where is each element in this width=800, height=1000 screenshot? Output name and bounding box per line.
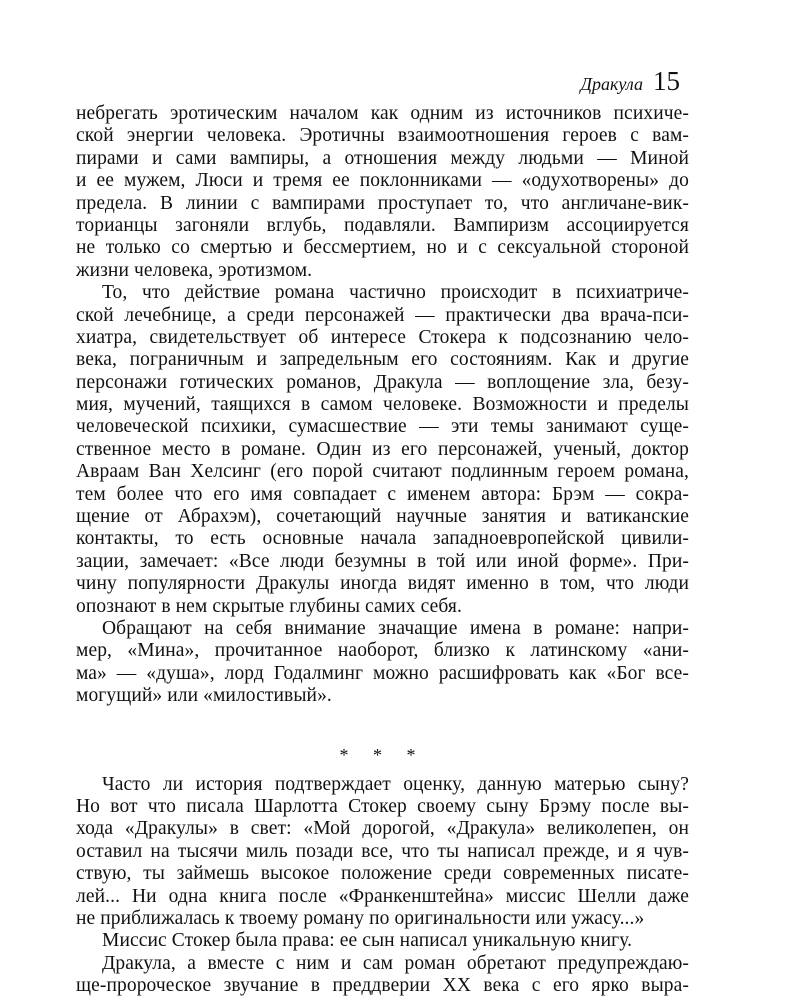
text-line: Дракула, а вместе с ним и сам роман обретают предупреждаю- <box>102 952 689 974</box>
text-line: персонажи готических романов, Дракула — воплощение зла, безу- <box>76 371 689 393</box>
section-break: * * * <box>339 744 426 765</box>
text-line: ма» — «душа», лорд Годалминг можно расшифровать как «Бог все- <box>76 662 689 684</box>
text-line: не приближалась к твоему роману по оригинальности или ужасу...» <box>76 907 645 929</box>
page-number: 15 <box>653 66 680 96</box>
text-line: опознают в нем скрытые глубины самих себя. <box>76 595 462 617</box>
text-line: жизни человека, эротизмом. <box>76 259 313 281</box>
text-line: щение от Абрахэм), сочетающий научные занятия и ватиканские <box>76 506 689 528</box>
text-line: Часто ли история подтверждает оценку, данную матерью сыну? <box>102 773 689 795</box>
text-line: человеческой психики, сумасшествие — эти темы занимают суще- <box>76 416 689 438</box>
text-line: Обращают на себя внимание значащие имена в романе: напри- <box>102 617 689 639</box>
text-line: лей... Ни одна книга после «Франкенштейна» миссис Шелли даже <box>76 885 689 907</box>
text-line: предела. В линии с вампирами проступает то, что англичане-вик- <box>76 192 689 214</box>
text-line: ской энергии человека. Эротичны взаимоотношения героев с вам- <box>76 125 689 147</box>
text-line: зации, замечает: «Все люди безумны в той или иной форме». При- <box>76 550 689 572</box>
text-line: контакты, то есть основные начала западноевропейской цивили- <box>76 528 689 550</box>
text-line: мер, «Мина», прочитанное наоборот, близко к латинскому «ани- <box>76 640 689 662</box>
text-line: То, что действие романа частично происходит в психиатриче- <box>102 282 689 304</box>
text-line: ствую, ты займешь высокое положение среди современных писате- <box>76 863 689 885</box>
text-line: хода «Дракулы» в свет: «Мой дорогой, «Дракула» великолепен, он <box>76 818 689 840</box>
text-line: оставил на тысячи миль позади все, что ты написал прежде, и я чув- <box>76 840 689 862</box>
text-line: Но вот что писала Шарлотта Стокер своему сыну Брэму после вы- <box>76 795 689 817</box>
text-line: могущий» или «милостивый». <box>76 685 332 707</box>
text-line: ще-пророческое звучание в преддверии XX века с его ярко выра- <box>76 975 689 997</box>
text-line: Миссис Стокер была права: ее сын написал уникальную книгу. <box>102 930 633 952</box>
text-line: и ее мужем, Люси и тремя ее поклонниками — «одухотворены» до <box>76 170 689 192</box>
text-line: мия, мучений, таящихся в самом человеке. Возможности и пределы <box>76 394 689 416</box>
body-text <box>76 103 689 997</box>
text-line: не только со смертью и бессмертием, но и с сексуальной стороной <box>76 237 689 259</box>
text-line: тем более что его имя совпадает с именем автора: Брэм — сокра- <box>76 483 689 505</box>
text-line: небрегать эротическим началом как одним из источников психиче- <box>76 103 689 124</box>
text-line: Авраам Ван Хелсинг (его порой считают подлинным героем романа, <box>76 461 689 483</box>
running-title: Дракула <box>580 74 643 94</box>
text-line: торианцы загоняли вглубь, подавляли. Вампиризм ассоциируется <box>76 214 689 236</box>
text-line: чину популярности Дракулы иногда видят именно в том, что люди <box>76 573 689 595</box>
text-line: ской лечебнице, а среди персонажей — практически два врача-пси- <box>76 304 689 326</box>
text-line: пирами и сами вампиры, а отношения между людьми — Миной <box>76 147 689 169</box>
text-line: ственное место в романе. Один из его персонажей, ученый, доктор <box>76 438 689 460</box>
text-line: хиатра, свидетельствует об интересе Стокера к подсознанию чело- <box>76 326 689 348</box>
running-head <box>581 66 680 97</box>
text-line: века, пограничным и запредельным его состояниям. Как и другие <box>76 349 689 371</box>
